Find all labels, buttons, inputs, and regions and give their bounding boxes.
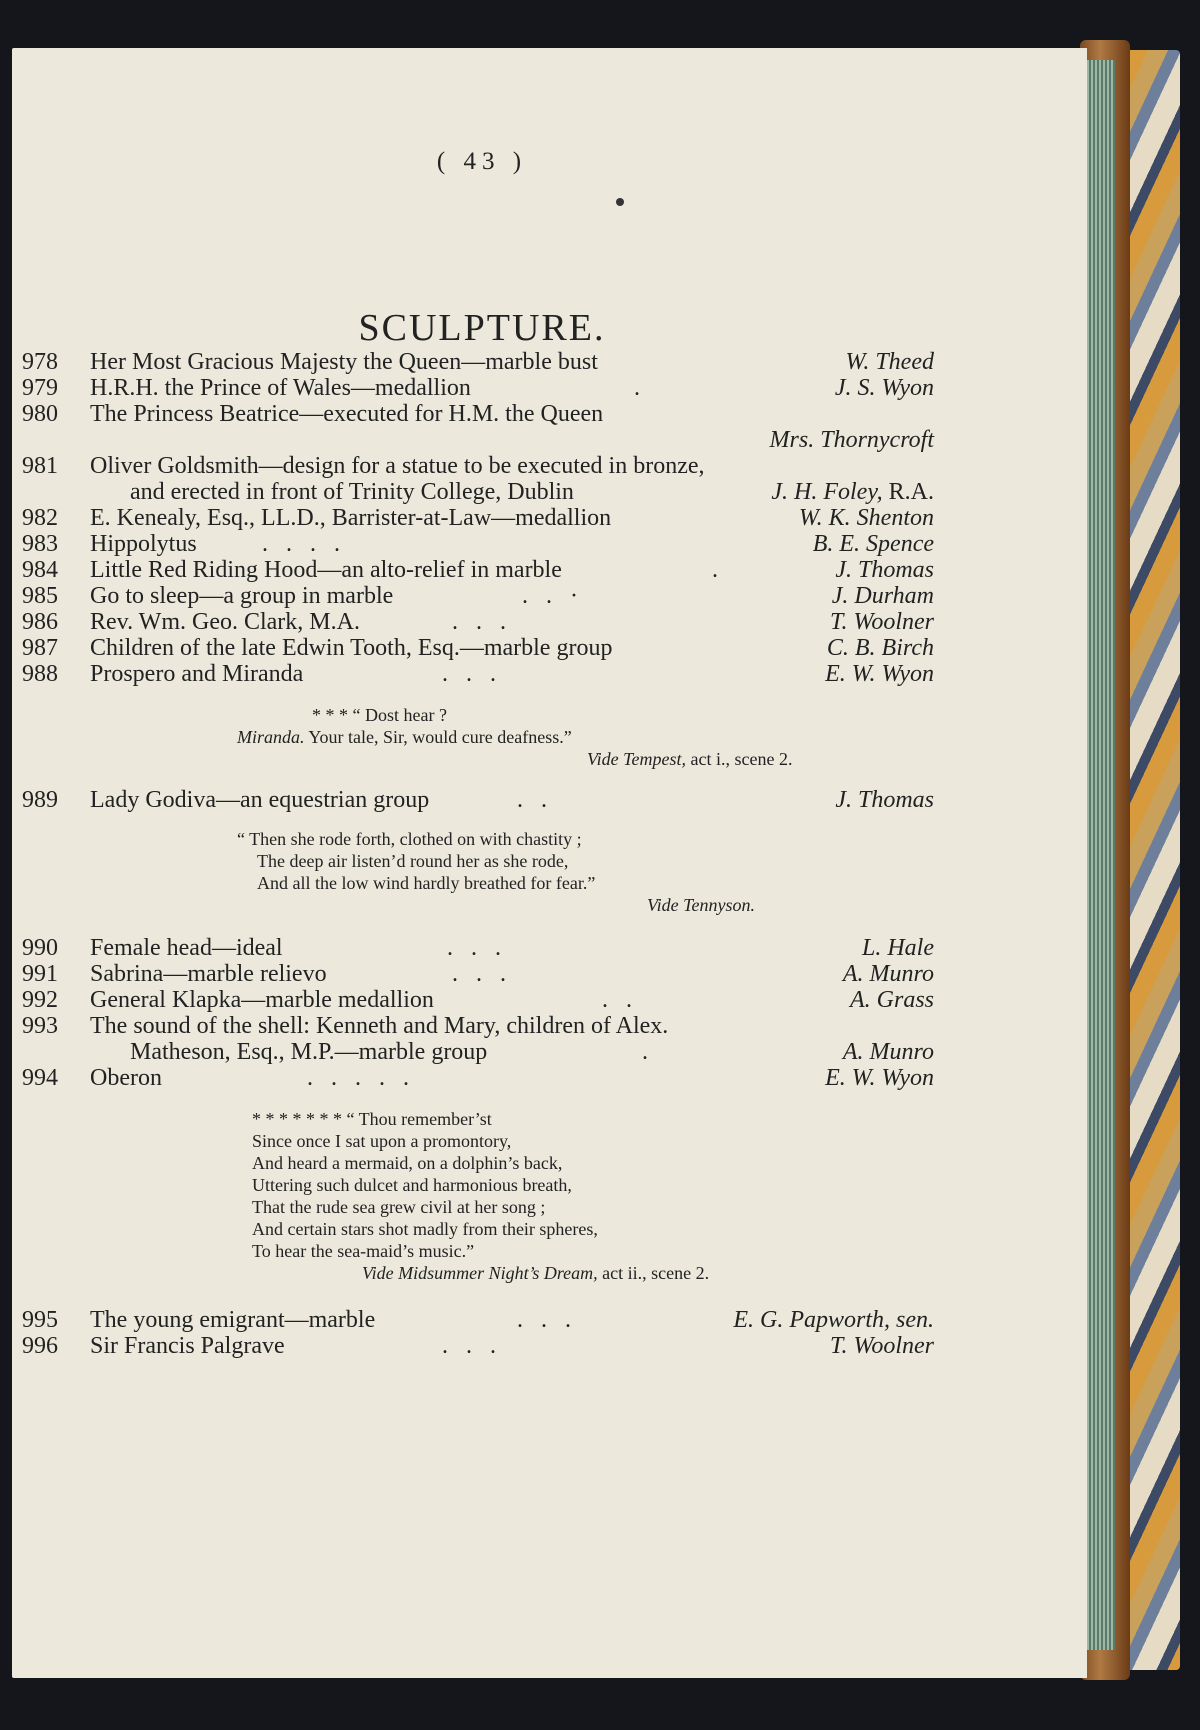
entry-number: 985 (22, 583, 58, 609)
entry-artist: J. Thomas (835, 557, 934, 583)
quote-line: “ Then she rode forth, clothed on with chastity ; (237, 829, 582, 849)
entry-title: Sabrina—marble relievo (90, 961, 327, 987)
quote-line: Since once I sat upon a promontory, (252, 1131, 512, 1151)
dot-leader: . (712, 557, 724, 583)
quote-line: And heard a mermaid, on a dolphin’s back, (252, 1153, 563, 1173)
entry-artist: W. Theed (845, 349, 934, 375)
quote-line: The deep air listen’d round her as she rode, (257, 851, 569, 871)
ornament-dot (616, 198, 624, 206)
catalogue-entry-continued (22, 426, 934, 454)
catalogue-entry (22, 608, 934, 636)
entry-number: 981 (22, 453, 58, 479)
entry-artist: J. Durham (831, 583, 934, 609)
entry-number: 983 (22, 531, 58, 557)
entry-artist: W. K. Shenton (798, 505, 934, 531)
dot-leader: . . . (452, 961, 512, 987)
entry-artist: E. W. Wyon (825, 661, 934, 687)
entry-number: 989 (22, 787, 58, 813)
dot-leader: . . . (447, 935, 507, 961)
page-number: ( 43 ) (436, 148, 528, 175)
quote-attribution: Vide Tennyson. (647, 895, 755, 915)
entry-artist: E. G. Papworth, sen. (733, 1307, 934, 1333)
catalogue-entry (22, 786, 934, 814)
entry-title: Children of the late Edwin Tooth, Esq.—marble group (90, 635, 613, 661)
quote-line: * * * * * * * “ Thou remember’st (252, 1109, 492, 1129)
entry-artist: E. W. Wyon (825, 1065, 934, 1091)
entry-artist: C. B. Birch (826, 635, 934, 661)
entry-title-continued: and erected in front of Trinity College, Dublin (130, 479, 574, 505)
entry-number: 995 (22, 1307, 58, 1333)
catalogue-entry (22, 1306, 934, 1334)
dot-leader: . . . . . (307, 1065, 415, 1091)
entry-title: Oberon (90, 1065, 162, 1091)
dot-leader: . . . (452, 609, 512, 635)
entry-number: 980 (22, 401, 58, 427)
dot-leader: . . (602, 987, 638, 1013)
dot-leader: . . . . (262, 531, 346, 557)
entry-title: Go to sleep—a group in marble (90, 583, 394, 609)
catalogue-entry (22, 1332, 934, 1360)
entry-number: 988 (22, 661, 58, 687)
quote-attribution: Vide Tempest, act i., scene 2. (587, 749, 793, 769)
entry-number: 993 (22, 1013, 58, 1039)
catalogue-entry (22, 582, 934, 610)
catalogue-entry-continued (22, 478, 934, 506)
dot-leader: . (634, 375, 646, 401)
entry-artist: L. Hale (862, 935, 934, 961)
quote-line: Miranda. Your tale, Sir, would cure deafness.” (237, 727, 572, 747)
entry-number: 996 (22, 1333, 58, 1359)
catalogue-entry (22, 504, 934, 532)
entry-artist: T. Woolner (829, 609, 934, 635)
catalogue-entry (22, 400, 934, 428)
entry-title: The sound of the shell: Kenneth and Mary, children of Alex. (90, 1013, 669, 1039)
page-title: SCULPTURE. (358, 307, 606, 349)
catalogue-entry (22, 452, 934, 480)
quote-line: To hear the sea-maid’s music.” (252, 1241, 475, 1261)
quote-speaker: Miranda. (237, 727, 305, 747)
entry-title: Sir Francis Palgrave (90, 1333, 285, 1359)
quote-attribution: Vide Midsummer Night’s Dream, act ii., scene 2. (362, 1263, 710, 1283)
entry-artist: T. Woolner (829, 1333, 934, 1359)
page-edges (1085, 60, 1115, 1650)
quote-line: Uttering such dulcet and harmonious breath, (252, 1175, 572, 1195)
quote-line: That the rude sea grew civil at her song ; (252, 1197, 546, 1217)
entry-number: 986 (22, 609, 58, 635)
entry-title: E. Kenealy, Esq., LL.D., Barrister-at-Law—medallion (90, 505, 612, 531)
entry-artist: B. E. Spence (812, 531, 934, 557)
entry-number: 987 (22, 635, 58, 661)
entry-title: Lady Godiva—an equestrian group (90, 787, 430, 813)
artist-suffix: R.A. (882, 479, 934, 505)
catalogue-entry (22, 1012, 934, 1040)
catalogue-entry (22, 374, 934, 402)
quote-line: And all the low wind hardly breathed for fear.” (257, 873, 596, 893)
dot-leader: . . · (522, 583, 584, 609)
entry-title: Rev. Wm. Geo. Clark, M.A. (90, 609, 360, 635)
dot-leader: . . . (442, 661, 502, 687)
entry-title: Female head—ideal (90, 935, 283, 961)
entry-artist: A. Munro (842, 961, 934, 987)
entry-title: Her Most Gracious Majesty the Queen—marble bust (90, 349, 598, 375)
catalogue-entry (22, 556, 934, 584)
entry-number: 984 (22, 557, 58, 583)
catalogue-entry (22, 530, 934, 558)
catalogue-entry (22, 634, 934, 662)
quote-line: * * * “ Dost hear ? (312, 705, 447, 725)
entry-number: 992 (22, 987, 58, 1013)
catalogue-entry (22, 960, 934, 988)
entry-title-continued: Matheson, Esq., M.P.—marble group (130, 1039, 488, 1065)
entry-number: 978 (22, 349, 58, 375)
catalogue-entry (22, 660, 934, 688)
entry-number: 991 (22, 961, 58, 987)
entry-artist: J. H. Foley, R.A. (771, 479, 934, 505)
entry-title: Prospero and Miranda (90, 661, 304, 687)
dot-leader: . (642, 1039, 654, 1065)
entry-title: H.R.H. the Prince of Wales—medallion (90, 375, 471, 401)
dot-leader: . . . (517, 1307, 577, 1333)
entry-artist: Mrs. Thornycroft (769, 427, 934, 453)
entry-title: Oliver Goldsmith—design for a statue to be executed in bronze, (90, 453, 705, 479)
entry-artist: A. Grass (849, 987, 934, 1013)
dot-leader: . . . (442, 1333, 502, 1359)
dot-leader: . . (517, 787, 553, 813)
quote-line: And certain stars shot madly from their spheres, (252, 1219, 598, 1239)
entry-title: The Princess Beatrice—executed for H.M. the Queen (90, 401, 604, 427)
catalogue-entry (22, 934, 934, 962)
entry-title: Little Red Riding Hood—an alto-relief in marble (90, 557, 562, 583)
entry-title: General Klapka—marble medallion (90, 987, 434, 1013)
entry-artist: A. Munro (842, 1039, 934, 1065)
entry-number: 982 (22, 505, 58, 531)
entry-artist: J. Thomas (835, 787, 934, 813)
entry-title: The young emigrant—marble (90, 1307, 376, 1333)
catalogue-entry-continued (22, 1038, 934, 1066)
catalogue-entry (22, 1064, 934, 1092)
entry-number: 994 (22, 1065, 58, 1091)
entry-title: Hippolytus (90, 531, 197, 557)
catalogue-entry (22, 348, 934, 376)
entry-number: 979 (22, 375, 58, 401)
book-page (12, 48, 1087, 1678)
entry-number: 990 (22, 935, 58, 961)
entry-artist: J. S. Wyon (834, 375, 934, 401)
catalogue-entry (22, 986, 934, 1014)
